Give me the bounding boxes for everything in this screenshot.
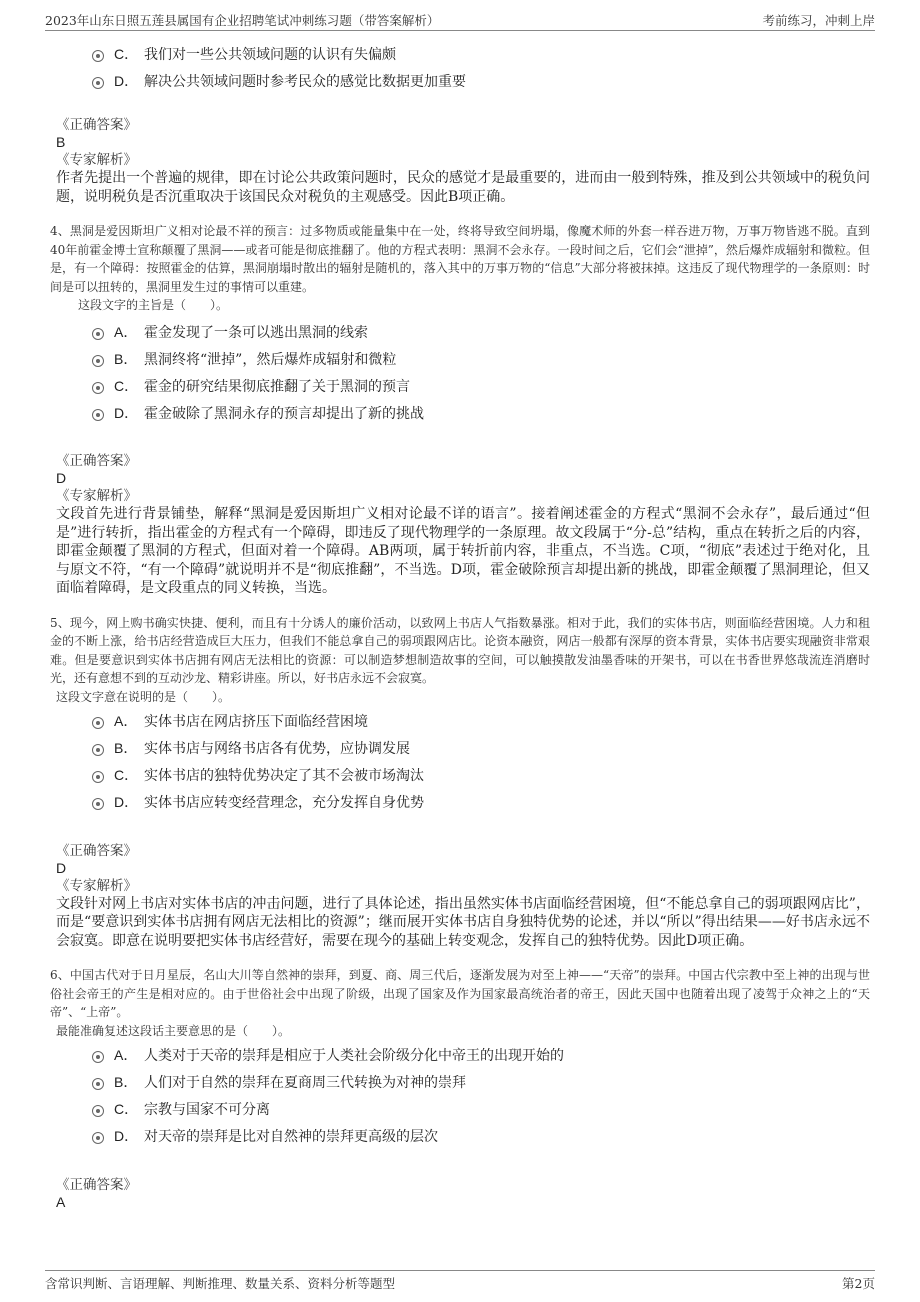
- radio-icon[interactable]: [92, 382, 104, 394]
- q4-option-a[interactable]: A． 霍金发现了一条可以逃出黑洞的线索: [92, 318, 870, 345]
- radio-icon[interactable]: [92, 77, 104, 89]
- q5-explanation: 文段针对网上书店对实体书店的冲击问题，进行了具体论述，指出虽然实体书店面临经营困境，但“不能总拿自己的弱项跟网店比”，而是“要意识到实体书店拥有网店无法相比的资源”；继而展开实体书店自身独特优势的论述，并以“所以”得出结果——好书店永远不会寂寞。即意在说明要把实体书店经营好，需要在现今的基础上转变观念，发挥自己的独特优势。因此D项正确。: [56, 895, 870, 949]
- q3-options: [92, 40, 870, 94]
- q5-stem: 5、现今，网上购书确实快捷、便利，而且有十分诱人的廉价活动，以致网上书店人气指数暴涨。相对于此，我们的实体书店，则面临经营困境。人力和租金的不断上涨，给书店经营造成巨大压力，但我们不能总拿自己的弱项跟网店比。论资本融资，网店一般都有深厚的资本背景，实体书店要实现融资非常艰难。但是要意识到实体书店拥有网店无法相比的资源：可以制造梦想制造故事的空间，可以触摸散发油墨香味的开架书，可以在书香世界悠哉流连消磨时光，还有意想不到的互动沙龙、精彩讲座。所以，好书店永远不会寂寞。: [50, 615, 870, 685]
- q6-prompt: 最能准确复述这段话主要意思的是（ ）。: [56, 1023, 291, 1038]
- q6-answer-label: 《正确答案》: [56, 1176, 137, 1193]
- q5-option-c[interactable]: C． 实体书店的独特优势决定了其不会被市场淘汰: [92, 762, 870, 789]
- document-title: 2023年山东日照五莲县属国有企业招聘笔试冲刺练习题（带答案解析）: [45, 13, 440, 28]
- radio-icon[interactable]: [92, 355, 104, 367]
- q3-explanation: 作者先提出一个普遍的规律，即在讨论公共政策问题时，民众的感觉才是最重要的，进而由一般到特殊，推及到公共领域中的税负问题，说明税负是否沉重取决于该国民众对税负的主观感受。因此B项正确。: [56, 170, 870, 205]
- page-footer: [45, 1270, 875, 1293]
- q3-answer-label: 《正确答案》: [56, 117, 137, 133]
- q4-options: [92, 318, 870, 426]
- q5-option-a[interactable]: A． 实体书店在网店挤压下面临经营困境: [92, 708, 870, 735]
- q5-options: [92, 708, 870, 816]
- q4-answer-label: 《正确答案》: [56, 453, 137, 469]
- q3-option-c[interactable]: C． 我们对一些公共领域问题的认识有失偏颇: [92, 40, 870, 67]
- q3-option-d[interactable]: D． 解决公共领域问题时参考民众的感觉比数据更加重要: [92, 67, 870, 94]
- q6-stem: 6、中国古代对于日月星辰，名山大川等自然神的崇拜，到夏、商、周三代后，逐渐发展为对至上神——“天帝”的崇拜。中国古代宗教中至上神的出现与世俗社会帝王的产生是相对应的。由于世俗社会中出现了阶级，出现了国家及作为国家最高统治者的帝王，因此天国中也随着出现了凌驾于众神之上的“天帝”、“上帝”。: [50, 968, 870, 1019]
- q4-stem: 4、黑洞是爱因斯坦广义相对论最不祥的预言：过多物质或能量集中在一处，终将导致空间坍塌，像魔术师的外套一样吞进万物，万事万物皆逃不脱。直到40年前霍金博士宣称颠覆了黑洞——或者可能是彻底推翻了。他的方程式表明：黑洞不会永存。一段时间之后，它们会“泄掉”，然后爆炸成辐射和微粒。但是，有一个障碍：按照霍金的估算，黑洞崩塌时散出的辐射是随机的，落入其中的万事万物的“信息”大部分将被抹掉。这违反了现代物理学的一条原则：时间是可以扭转的，黑洞里发生过的事情可以重建。: [50, 224, 870, 294]
- q5-answer: D: [56, 859, 67, 876]
- q4-option-c[interactable]: C． 霍金的研究结果彻底推翻了关于黑洞的预言: [92, 372, 870, 399]
- page-content: [50, 40, 870, 1211]
- q6-option-d[interactable]: D． 对天帝的崇拜是比对自然神的崇拜更高级的层次: [92, 1123, 870, 1150]
- q4-option-b[interactable]: B． 黑洞终将“泄掉”，然后爆炸成辐射和微粒: [92, 345, 870, 372]
- header-slogan: 考前练习，冲刺上岸: [762, 13, 875, 28]
- footer-topics: 含常识判断、言语理解、判断推理、数量关系、资料分析等题型: [45, 1276, 396, 1291]
- q5-option-b[interactable]: B． 实体书店与网络书店各有优势，应协调发展: [92, 735, 870, 762]
- radio-icon[interactable]: [92, 798, 104, 810]
- radio-icon[interactable]: [92, 1105, 104, 1117]
- q6-option-b[interactable]: B． 人们对于自然的崇拜在夏商周三代转换为对神的崇拜: [92, 1069, 870, 1096]
- radio-icon[interactable]: [92, 50, 104, 62]
- radio-icon[interactable]: [92, 717, 104, 729]
- q4-explain-label: 《专家解析》: [56, 488, 137, 504]
- q4-answer: D: [56, 470, 67, 486]
- q3-answer: B: [56, 134, 66, 150]
- radio-icon[interactable]: [92, 1051, 104, 1063]
- radio-icon[interactable]: [92, 328, 104, 340]
- radio-icon[interactable]: [92, 1132, 104, 1144]
- page-header: [45, 10, 875, 31]
- q5-answer-label: 《正确答案》: [56, 842, 137, 859]
- q6-answer: A: [56, 1193, 66, 1210]
- radio-icon[interactable]: [92, 771, 104, 783]
- radio-icon[interactable]: [92, 744, 104, 756]
- q6-option-c[interactable]: C． 宗教与国家不可分离: [92, 1096, 870, 1123]
- q5-explain-label: 《专家解析》: [56, 877, 137, 894]
- q4-explanation: 文段首先进行背景铺垫，解释“黑洞是爱因斯坦广义相对论最不详的语言”。接着阐述霍金的方程式“黑洞不会永存”，最后通过“但是”进行转折，指出霍金的方程式有一个障碍，即违反了现代物理学的一条原理。故文段属于“分-总”结构，重点在转折之后的内容，即霍金颠覆了黑洞的方程式，但面对着一个障碍。AB两项，属于转折前内容，非重点，不当选。C项，“彻底”表述过于绝对化，且与原文不符，“有一个障碍”就说明并不是“彻底推翻”，不当选。D项，霍金破除预言却提出新的挑战，即霍金颠覆了黑洞理论，但又面临着障碍，是文段重点的同义转换，当选。: [56, 506, 870, 596]
- radio-icon[interactable]: [92, 1078, 104, 1090]
- q4-prompt: 这段文字的主旨是（ ）。: [78, 298, 229, 312]
- q3-explain-label: 《专家解析》: [56, 152, 137, 168]
- q4-option-d[interactable]: D． 霍金破除了黑洞永存的预言却提出了新的挑战: [92, 399, 870, 426]
- q6-options: [92, 1042, 870, 1150]
- q5-prompt: 这段文字意在说明的是（ ）。: [56, 689, 231, 704]
- q5-option-d[interactable]: D． 实体书店应转变经营理念，充分发挥自身优势: [92, 789, 870, 816]
- q6-option-a[interactable]: A． 人类对于天帝的崇拜是相应于人类社会阶级分化中帝王的出现开始的: [92, 1042, 870, 1069]
- page-number: 第2页: [842, 1276, 875, 1291]
- radio-icon[interactable]: [92, 409, 104, 421]
